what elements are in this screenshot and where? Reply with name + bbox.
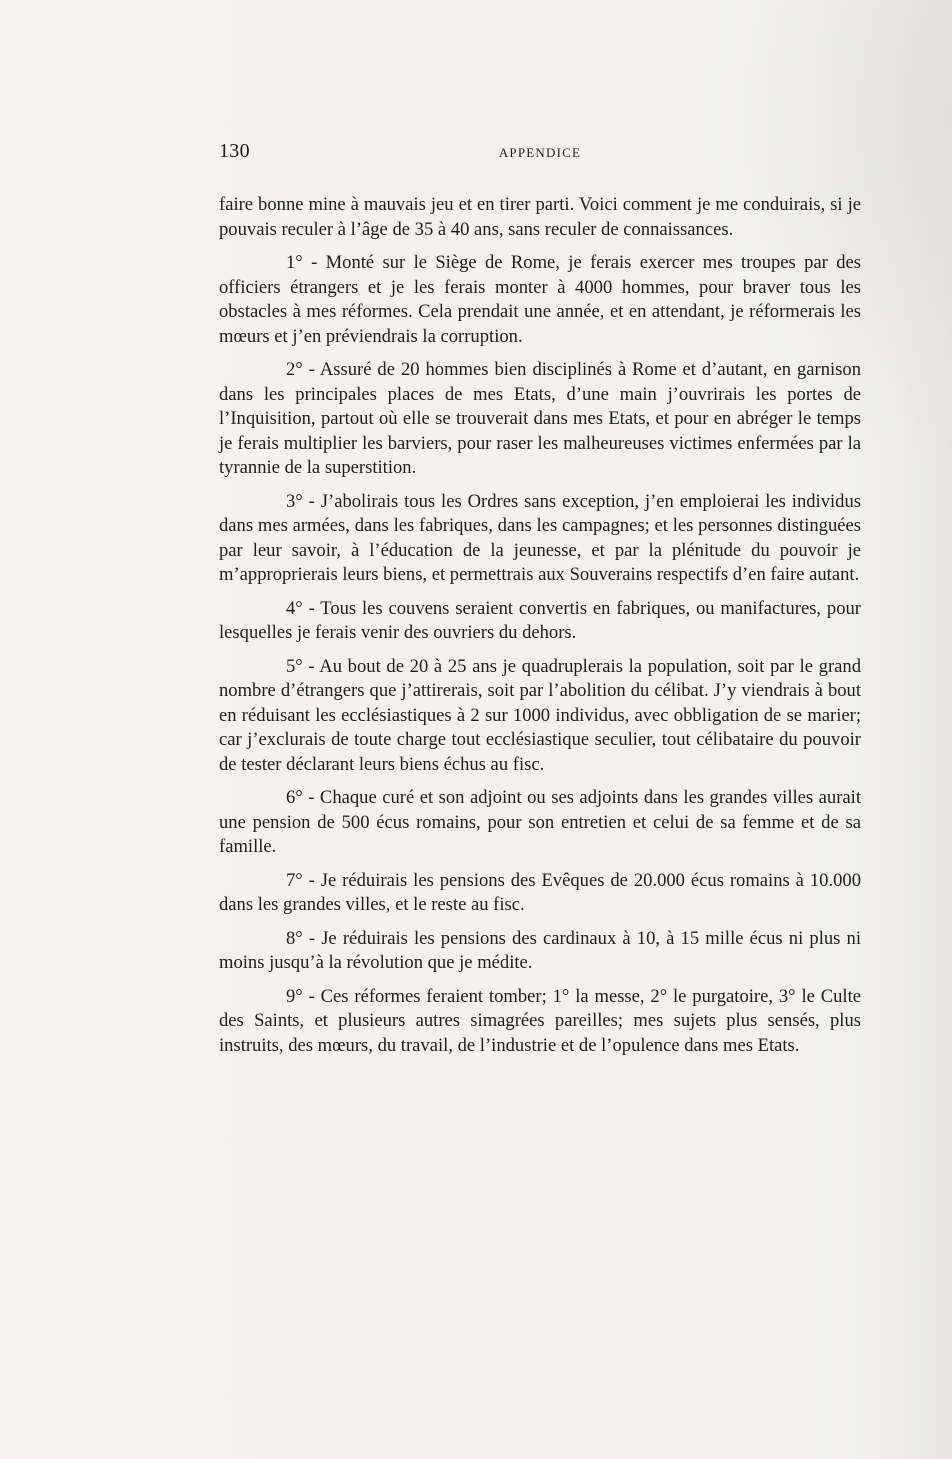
- paragraph-item-4: 4° - Tous les couvens seraient convertis en fabriques, ou manifactures, pour lesquelles je ferais venir des ouvriers du dehors.: [219, 597, 861, 643]
- paragraph-item-8: 8° - Je réduirais les pensions des cardinaux à 10, à 15 mille écus ni plus ni moins jusqu’à la révolution que je médite.: [219, 927, 861, 973]
- paragraph-intro: faire bonne mine à mauvais jeu et en tirer parti. Voici comment je me conduirais, si je pouvais reculer à l’âge de 35 à 40 ans, sans reculer de connaissances.: [219, 194, 861, 240]
- page-edge-shadow: [892, 0, 952, 1459]
- paragraph-item-1: 1° - Monté sur le Siège de Rome, je ferais exercer mes troupes par des officiers étrangers et je les ferais monter à 4000 hommes, pour braver tous les obstacles à mes réformes. Cela prendait une année, et en attendant, je réformerais les mœurs et j’en préviendrais la corruption.: [219, 252, 861, 347]
- paragraph-item-3: 3° - J’abolirais tous les Ordres sans exception, j’en emploierai les individus dans mes armées, dans les fabriques, dans les campagnes; et les personnes distinguées par leur savoir, à l’éducation de la jeunesse, et par la plénitude du pouvoir je m’approprierais leurs biens, et permettrais aux Souverains respectifs d’en faire autant.: [219, 490, 861, 585]
- body-text: [219, 193, 861, 1067]
- paragraph-item-6: 6° - Chaque curé et son adjoint ou ses adjoints dans les grandes villes aurait une pension de 500 écus romains, pour son entretien et celui de sa femme et de sa famille.: [219, 787, 861, 857]
- paragraph-item-7: 7° - Je réduirais les pensions des Evêques de 20.000 écus romains à 10.000 dans les grandes villes, et le reste au fisc.: [219, 869, 861, 915]
- running-head-title: APPENDICE: [498, 145, 582, 160]
- page-number: 130: [219, 140, 250, 162]
- running-head: [219, 140, 861, 170]
- paragraph-item-9: 9° - Ces réformes feraient tomber; 1° la messe, 2° le purgatoire, 3° le Culte des Saints, et plusieurs autres simagrées pareilles; mes sujets plus sensés, plus instruits, des mœurs, du travail, de l’industrie et de l’opulence dans mes Etats.: [219, 985, 861, 1056]
- paragraph-item-5: 5° - Au bout de 20 à 25 ans je quadruplerais la population, soit par le grand nombre d’étrangers que j’attirerais, soit par l’abolition du célibat. J’y viendrais à bout en réduisant les ecclésiastiques à 2 sur 1000 individus, avec obbligation de se marier; car j’exclurais de toute charge tout ecclésiastique seculier, tout célibataire du pouvoir de tester déclarant leurs biens échus au fisc.: [219, 655, 861, 775]
- paragraph-item-2: 2° - Assuré de 20 hommes bien disciplinés à Rome et d’autant, en garnison dans les principales places de mes Etats, d’une main j’ouvrirais les portes de l’Inquisition, partout où elle se trouverait dans mes Etats, et pour en abréger le temps je ferais multiplier les barviers, pour raser les malheureuses victimes enfermées par la tyrannie de la superstition.: [219, 359, 861, 478]
